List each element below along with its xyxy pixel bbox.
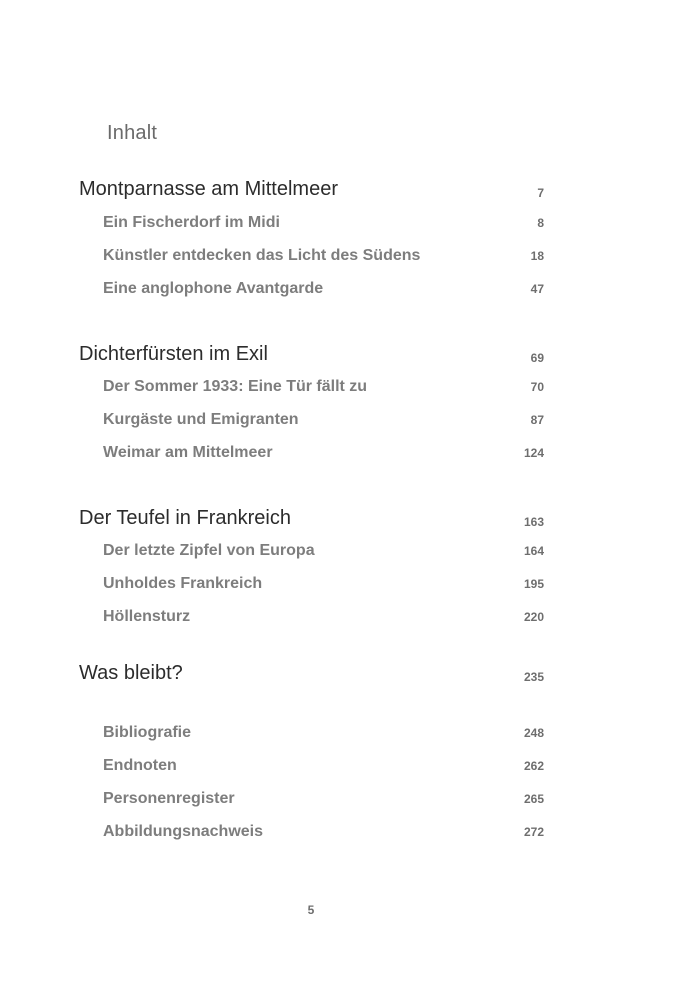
section-title: Unholdes Frankreich	[103, 575, 263, 592]
toc-section-entry[interactable]	[0, 602, 674, 632]
appendix-title: Endnoten	[103, 757, 177, 774]
page-number: 248	[523, 726, 544, 740]
section-title: Weimar am Mittelmeer	[103, 444, 273, 461]
page-number: 235	[523, 670, 544, 684]
toc-section-entry[interactable]	[0, 274, 674, 304]
appendix-title: Bibliografie	[103, 724, 192, 741]
chapter-title: Dichterfürsten im Exil	[79, 343, 268, 365]
toc-appendix-entry[interactable]	[0, 718, 674, 748]
page-number: 272	[523, 825, 544, 839]
appendix-title: Personenregister	[103, 790, 235, 807]
section-title: Der letzte Zipfel von Europa	[103, 542, 315, 559]
page-number: 18	[530, 249, 544, 263]
toc-chapter-entry[interactable]	[0, 174, 674, 204]
section-title: Eine anglophone Avantgarde	[103, 280, 324, 297]
toc-chapter-entry[interactable]	[0, 339, 674, 369]
chapter-title: Was bleibt?	[79, 662, 183, 684]
toc-chapter-entry[interactable]	[0, 503, 674, 533]
page-number: 47	[530, 282, 544, 296]
appendix-title: Abbildungsnachweis	[103, 823, 264, 840]
page-number: 164	[523, 544, 544, 558]
toc-section-entry[interactable]	[0, 405, 674, 435]
chapter-title: Der Teufel in Frankreich	[79, 507, 291, 529]
toc-appendix-entry[interactable]	[0, 817, 674, 847]
toc-section-entry[interactable]	[0, 208, 674, 238]
section-title: Kurgäste und Emigranten	[103, 411, 299, 428]
section-title: Künstler entdecken das Licht des Südens	[103, 247, 421, 264]
toc-section-entry[interactable]	[0, 241, 674, 271]
toc-appendix-entry[interactable]	[0, 784, 674, 814]
page-number: 262	[523, 759, 544, 773]
folio-page-number: 5	[307, 903, 315, 917]
toc-section-entry[interactable]	[0, 569, 674, 599]
chapter-title: Montparnasse am Mittelmeer	[79, 178, 338, 200]
page-number: 124	[523, 446, 544, 460]
toc-chapter-entry[interactable]	[0, 658, 674, 688]
page-number: 220	[523, 610, 544, 624]
page-number: 265	[523, 792, 544, 806]
toc-section-entry[interactable]	[0, 536, 674, 566]
toc-appendix-entry[interactable]	[0, 751, 674, 781]
page-number: 87	[530, 413, 544, 427]
page-number: 163	[523, 515, 544, 529]
section-title: Der Sommer 1933: Eine Tür fällt zu	[103, 378, 368, 395]
toc-heading: Inhalt	[107, 122, 158, 144]
section-title: Ein Fischerdorf im Midi	[103, 214, 280, 231]
page-number: 7	[537, 186, 544, 200]
page-number: 70	[530, 380, 544, 394]
page-number: 195	[523, 577, 544, 591]
page-number: 8	[537, 216, 544, 230]
page-number: 69	[530, 351, 544, 365]
section-title: Höllensturz	[103, 608, 191, 625]
toc-section-entry[interactable]	[0, 372, 674, 402]
toc-section-entry[interactable]	[0, 438, 674, 468]
